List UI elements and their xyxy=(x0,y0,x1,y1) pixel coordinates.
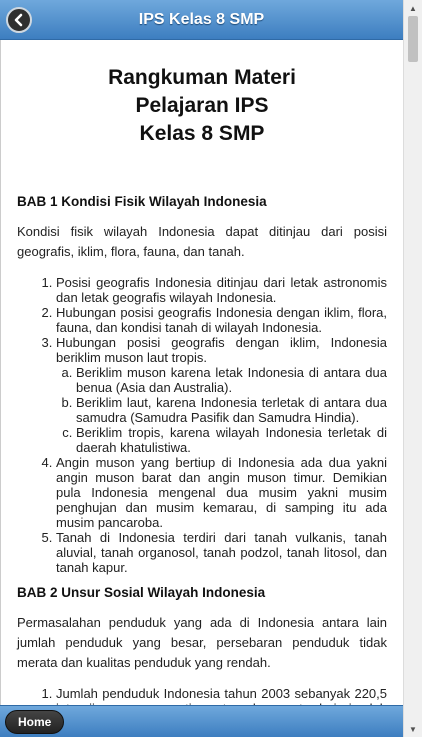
scroll-up-arrow-icon[interactable]: ▲ xyxy=(409,3,417,13)
section-intro-bab2: Permasalahan penduduk yang ada di Indonesia antara lain jumlah penduduk yang besar, persebaran penduduk tidak merata dan kualitas penduduk yang rendah. xyxy=(17,615,387,670)
header-bar xyxy=(0,0,403,40)
document-title: Rangkuman Materi Pelajaran IPS Kelas 8 SMP xyxy=(108,66,296,145)
home-button[interactable]: Home xyxy=(5,710,64,734)
section-intro-bab1: Kondisi fisik wilayah Indonesia dapat ditinjau dari posisi geografis, iklim, flora, fauna, dan tanah. xyxy=(17,224,387,259)
list-item: 4. Angin muson yang bertiup di Indonesia ada dua yakni angin muson barat dan angin muson timur. Demikian pula Indonesia mengenal dua musim yakni musim penghujan dan musim kemarau, di samping itu ada musim pancaroba. xyxy=(56,455,387,530)
scrollbar[interactable] xyxy=(403,0,422,737)
section-heading-bab1: BAB 1 Kondisi Fisik Wilayah Indonesia xyxy=(17,194,267,209)
section-heading-bab2: BAB 2 Unsur Sosial Wilayah Indonesia xyxy=(17,585,266,600)
list-item-text: Hubungan posisi geografis dengan iklim, Indonesia beriklim muson laut tropis. xyxy=(56,335,387,365)
page-title: IPS Kelas 8 SMP xyxy=(138,11,265,28)
sub-list xyxy=(76,365,387,455)
bab1-list xyxy=(56,275,387,575)
list-item xyxy=(56,335,387,455)
sub-list-item: a. Beriklim muson karena letak Indonesia di antara dua benua (Asia dan Australia). xyxy=(76,365,387,395)
list-item: 1. Posisi geografis Indonesia ditinjau dari letak astronomis dan letak geografis wilayah Indonesia. xyxy=(56,275,387,305)
scroll-down-arrow-icon[interactable]: ▼ xyxy=(409,724,417,734)
list-item: 2. Hubungan posisi geografis Indonesia dengan iklim, flora, fauna, dan kondisi tanah di wilayah Indonesia. xyxy=(56,305,387,335)
sub-list-item: b. Beriklim laut, karena Indonesia terletak di antara dua samudra (Samudra Pasifik dan Samudra Hindia). xyxy=(76,395,387,425)
scroll-thumb[interactable] xyxy=(408,16,418,62)
sub-list-item: c. Beriklim tropis, karena wilayah Indonesia terletak di daerah khatulistiwa. xyxy=(76,425,387,455)
list-item: 5. Tanah di Indonesia terdiri dari tanah vulkanis, tanah aluvial, tanah organosol, tanah podzol, tanah litosol, dan tanah kapur. xyxy=(56,530,387,575)
footer-bar xyxy=(0,705,403,737)
list-item: 1. Jumlah penduduk Indonesia tahun 2003 sebanyak 220,5 xyxy=(56,686,387,731)
content-area[interactable] xyxy=(0,40,403,705)
